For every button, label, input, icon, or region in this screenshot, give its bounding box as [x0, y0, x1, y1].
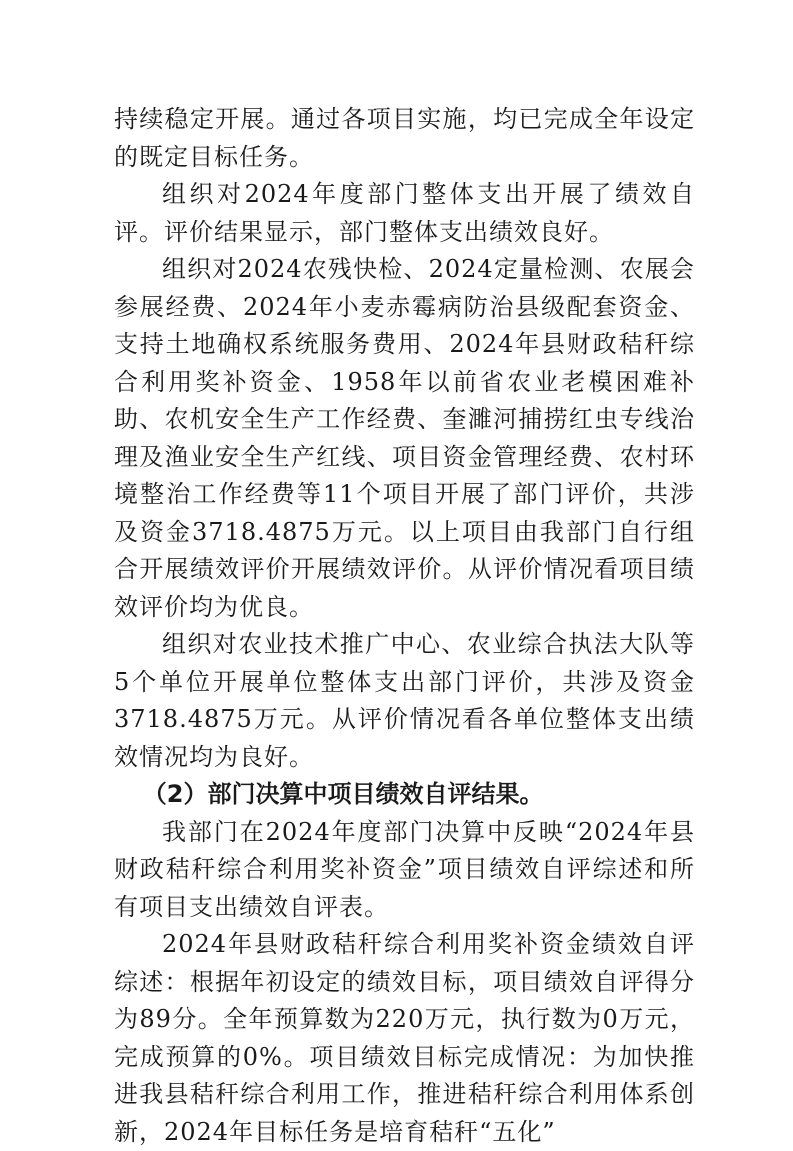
- paragraph-project-evaluation: 组织对2024农残快检、2024定量检测、农展会参展经费、2024年小麦赤霉病防治县级配套资金、支持土地确权系统服务费用、2024年县财政秸秆综合利用奖补资金、1958年以前省农业老模困难补助、农机安全生产工作经费、奎濉河捕捞红虫专线治理及渔业安全生产红线、项目资金管理经费、农村环境整治工作经费等11个项目开展了部门评价，共涉及资金3718.4875万元。以上项目由我部门自行组合开展绩效评价开展绩效评价。从评价情况看项目绩效评价均为优良。: [114, 255, 695, 621]
- paragraph-unit-evaluation: 组织对农业技术推广中心、农业综合执法大队等5个单位开展单位整体支出部门评价，共涉及资金3718.4875万元。从评价情况看各单位整体支出绩效情况均为良好。: [114, 630, 695, 771]
- section-heading: （2）部门决算中项目绩效自评结果。: [142, 780, 544, 808]
- document-body: [114, 101, 695, 1151]
- paragraph-final-accounts: 我部门在2024年度部门决算中反映“2024年县财政秸秆综合利用奖补资金”项目绩效自评综述和所有项目支出绩效自评表。: [114, 817, 695, 921]
- paragraph-straw-fund-summary: 2024年县财政秸秆综合利用奖补资金绩效自评综述：根据年初设定的绩效目标，项目绩效自评得分为89分。全年预算数为220万元，执行数为0万元，完成预算的0%。项目绩效目标完成情况：为加快推进我县秸秆综合利用工作，推进秸秆综合利用体系创新，2024年目标任务是培育秸秆“五化”: [114, 930, 695, 1146]
- paragraph-continuation: 持续稳定开展。通过各项目实施，均已完成全年设定的既定目标任务。: [114, 105, 695, 171]
- paragraph-overall-evaluation: 组织对2024年度部门整体支出开展了绩效自评。评价结果显示，部门整体支出绩效良好。: [114, 180, 695, 246]
